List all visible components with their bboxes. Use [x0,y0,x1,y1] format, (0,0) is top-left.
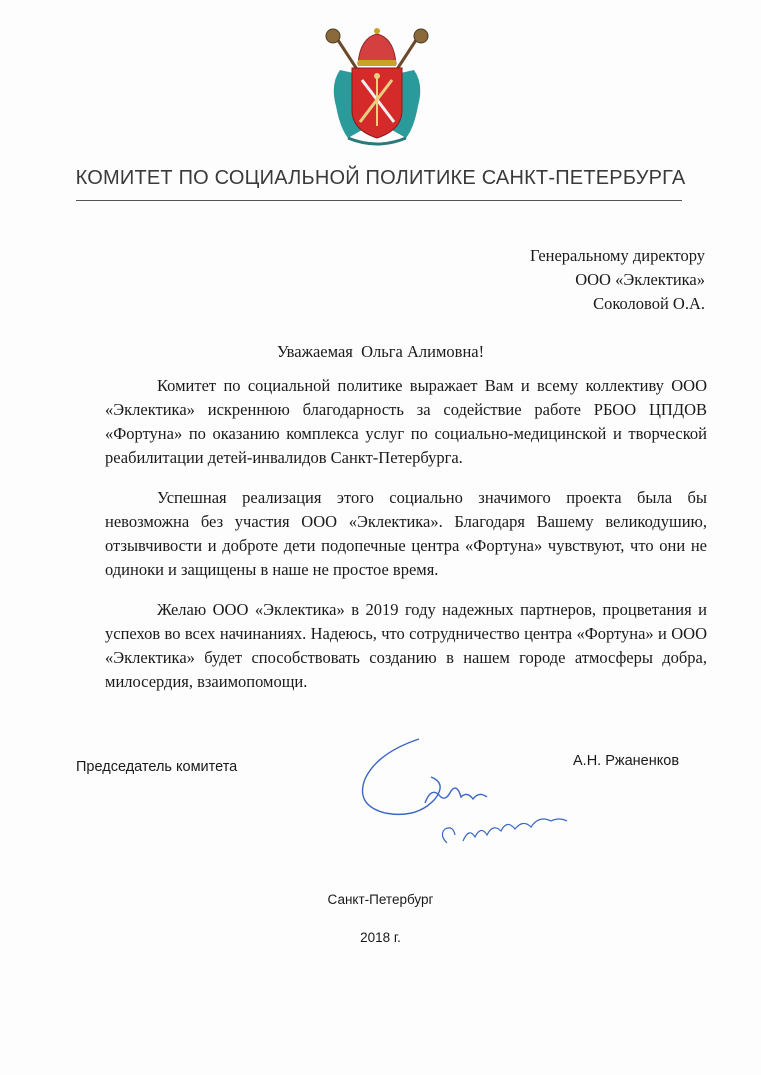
addressee-block [530,244,705,316]
salutation: Уважаемая Ольга Алимовна! [276,342,485,361]
letter-body [105,374,707,710]
year-of-issue: 2018 г. [360,930,401,945]
addressee-line-title: Генеральному директору [530,246,705,265]
committee-title: КОМИТЕТ ПО СОЦИАЛЬНОЙ ПОЛИТИКЕ САНКТ-ПЕТЕРБУРГА [75,167,686,189]
body-paragraph-1: Комитет по социальной политике выражает Вам и всему коллективу ООО «Эклектика» искреннюю благодарность за содействие работе РБОО ЦПДОВ «Фортуна» по оказанию комплекса услуг по социально-медицинской и творческой реабилитации детей-инвалидов Санкт-Петербурга. [105,376,707,467]
handwritten-signature-icon [355,725,585,875]
place-of-issue: Санкт-Петербург [327,892,434,907]
body-paragraph-3: Желаю ООО «Эклектика» в 2019 году надежных партнеров, процветания и успехов во всех начинаниях. Надеюсь, что сотрудничество центра «Фортуна» и ООО «Эклектика» будет способствовать созданию в нашем городе атмосферы добра, милосердия, взаимопомощи. [105,600,707,691]
signatory-name: А.Н. Ржаненков [573,753,680,769]
addressee-line-company: ООО «Эклектика» [575,270,705,289]
coat-of-arms-icon [318,24,436,148]
signatory-position: Председатель комитета [76,759,238,775]
addressee-line-name: Соколовой О.А. [593,294,705,313]
body-paragraph-2: Успешная реализация этого социально значимого проекта была бы невозможна без участия ООО «Эклектика». Благодаря Вашему великодушию, отзывчивости и доброте дети подопечные центра «Фортуна» чувствуют, что они не одиноки и защищены в наше не простое время. [105,488,707,579]
header-divider [76,200,682,201]
